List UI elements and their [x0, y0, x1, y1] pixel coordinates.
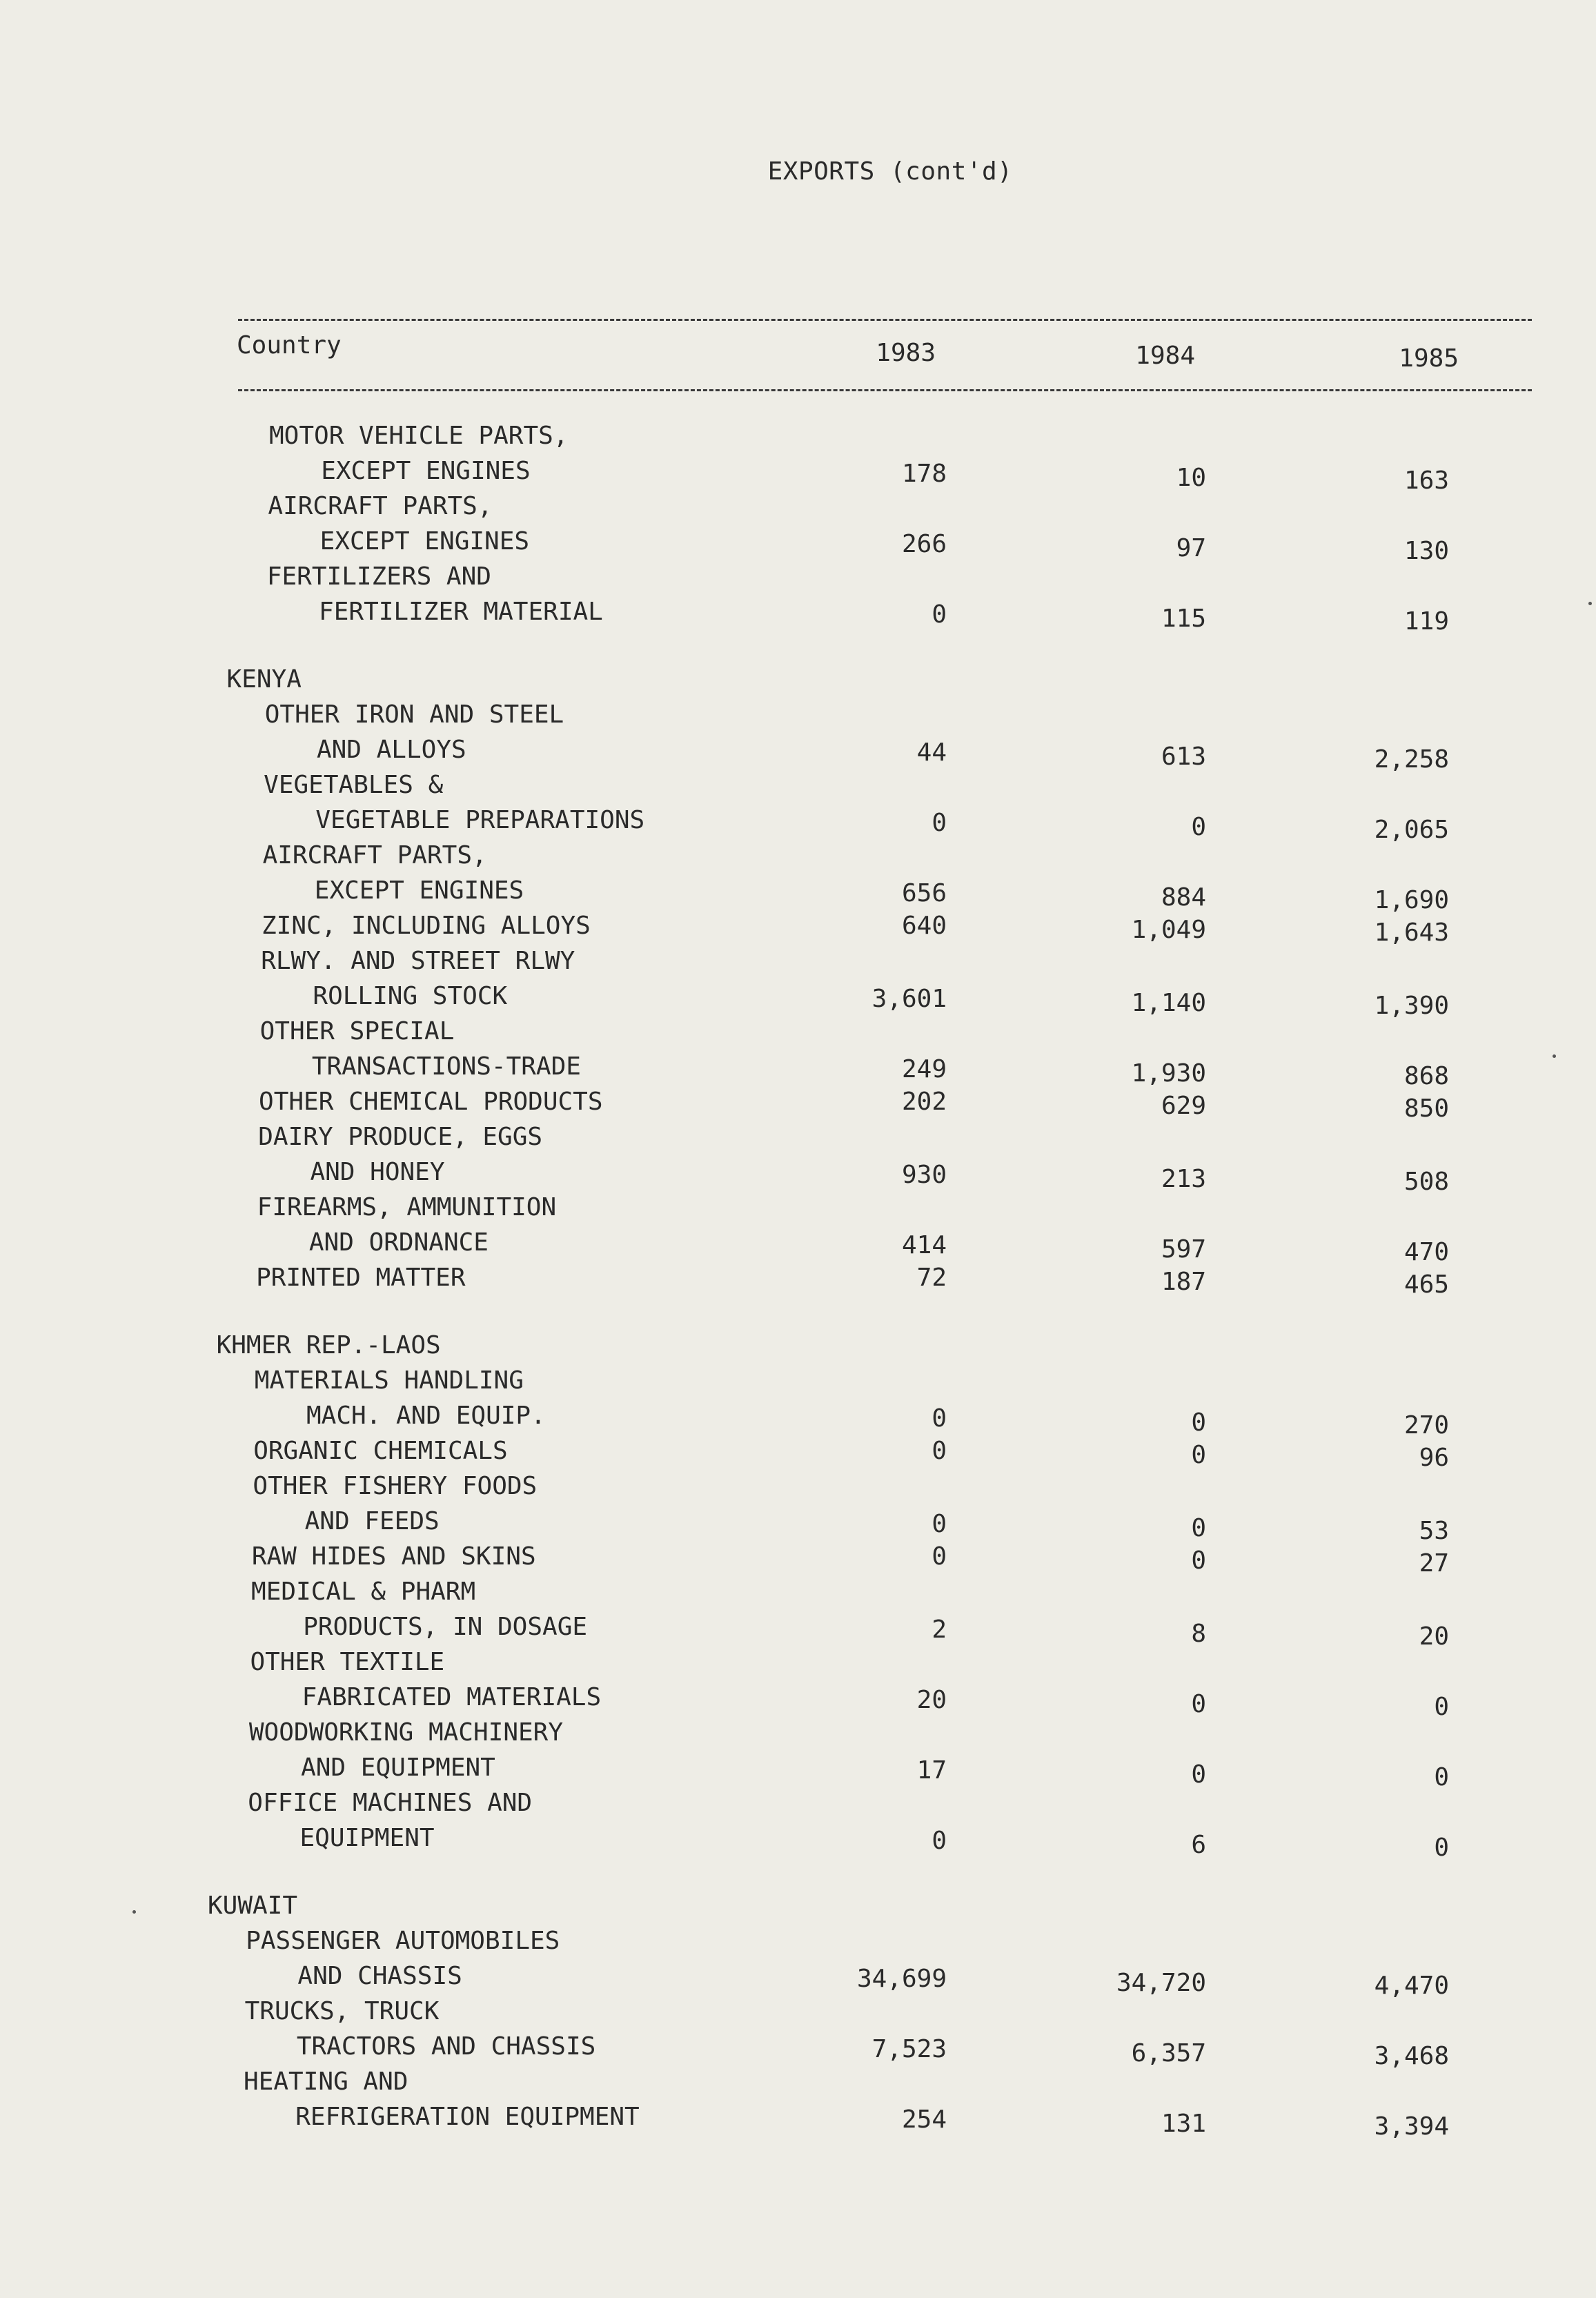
value-1985: 850	[1403, 1094, 1449, 1123]
value-1985: 0	[1434, 1693, 1449, 1721]
value-1984: 1,049	[1131, 916, 1206, 944]
column-header-1983: 1983	[876, 339, 936, 367]
product-label: MOTOR VEHICLE PARTS,	[269, 422, 569, 450]
value-1983: 0	[932, 1404, 947, 1433]
value-1983: 0	[932, 1542, 947, 1571]
value-1983: 3,601	[871, 985, 947, 1013]
value-1985: 20	[1419, 1622, 1449, 1651]
value-1984: 0	[1191, 1690, 1206, 1718]
product-label-continuation: FABRICATED MATERIALS	[302, 1683, 602, 1711]
product-label: RAW HIDES AND SKINS	[251, 1542, 536, 1571]
value-1985: 470	[1403, 1238, 1449, 1266]
product-label-continuation: REFRIGERATION EQUIPMENT	[295, 2103, 640, 2131]
value-1984: 8	[1191, 1620, 1206, 1648]
value-1983: 0	[932, 600, 947, 629]
value-1985: 96	[1419, 1444, 1449, 1472]
value-1983: 0	[932, 1827, 947, 1855]
value-1983: 34,699	[856, 1965, 947, 1993]
product-label: OTHER IRON AND STEEL	[264, 700, 564, 729]
product-label-continuation: AND EQUIPMENT	[301, 1754, 495, 1782]
value-1984: 0	[1191, 813, 1206, 841]
value-1984: 131	[1161, 2110, 1206, 2138]
value-1984: 34,720	[1116, 1969, 1206, 1997]
product-label-continuation: EQUIPMENT	[299, 1824, 435, 1852]
value-1984: 884	[1161, 883, 1206, 912]
value-1984: 0	[1191, 1408, 1206, 1437]
value-1984: 613	[1161, 743, 1206, 771]
product-label: ZINC, INCLUDING ALLOYS	[261, 912, 591, 940]
product-label: DAIRY PRODUCE, EGGS	[258, 1123, 543, 1151]
value-1983: 266	[901, 530, 947, 558]
value-1985: 130	[1403, 537, 1449, 565]
product-label-continuation: FERTILIZER MATERIAL	[319, 598, 603, 626]
paper-speck	[1553, 1054, 1556, 1058]
product-label-continuation: VEGETABLE PREPARATIONS	[315, 806, 645, 834]
value-1984: 0	[1191, 1514, 1206, 1542]
value-1983: 178	[901, 460, 947, 488]
value-1985: 2,258	[1374, 745, 1449, 774]
value-1984: 0	[1191, 1760, 1206, 1789]
value-1985: 3,468	[1374, 2042, 1449, 2070]
value-1983: 72	[916, 1264, 947, 1292]
paper-speck	[132, 1910, 136, 1914]
product-label: MATERIALS HANDLING	[254, 1366, 524, 1395]
country-name: KUWAIT	[207, 1892, 298, 1920]
value-1984: 1,930	[1131, 1059, 1206, 1088]
value-1984: 6,357	[1131, 2039, 1206, 2068]
product-label-continuation: TRANSACTIONS-TRADE	[311, 1052, 581, 1081]
value-1984: 213	[1161, 1165, 1206, 1193]
product-label-continuation: EXCEPT ENGINES	[314, 876, 524, 905]
value-1984: 187	[1161, 1268, 1206, 1296]
value-1983: 0	[932, 1437, 947, 1465]
product-label: OTHER FISHERY FOODS	[253, 1472, 538, 1500]
product-label: OTHER CHEMICAL PRODUCTS	[259, 1088, 603, 1116]
value-1983: 0	[932, 809, 947, 837]
product-label: VEGETABLES &	[264, 771, 444, 799]
value-1984: 97	[1176, 534, 1206, 562]
value-1984: 0	[1191, 1441, 1206, 1469]
value-1985: 1,390	[1374, 992, 1449, 1020]
column-header-country: Country	[237, 331, 342, 360]
value-1983: 17	[916, 1756, 947, 1785]
value-1983: 414	[901, 1231, 947, 1259]
value-1985: 2,065	[1374, 816, 1449, 844]
country-name: KENYA	[226, 665, 302, 694]
product-label-continuation: AND FEEDS	[304, 1507, 440, 1535]
value-1985: 1,690	[1374, 886, 1449, 914]
product-label-continuation: ROLLING STOCK	[313, 982, 508, 1010]
product-label-continuation: AND HONEY	[310, 1158, 445, 1186]
page-title: EXPORTS (cont'd)	[767, 157, 1013, 186]
product-label-continuation: EXCEPT ENGINES	[321, 457, 531, 485]
value-1984: 10	[1176, 464, 1206, 492]
product-label: AIRCRAFT PARTS,	[262, 841, 487, 870]
value-1983: 44	[916, 738, 947, 767]
value-1983: 254	[901, 2105, 947, 2134]
value-1984: 0	[1191, 1546, 1206, 1575]
value-1985: 270	[1403, 1411, 1449, 1440]
value-1984: 597	[1161, 1235, 1206, 1264]
value-1984: 6	[1191, 1831, 1206, 1859]
value-1985: 508	[1403, 1168, 1449, 1196]
value-1985: 868	[1403, 1062, 1449, 1090]
product-label-continuation: MACH. AND EQUIP.	[306, 1402, 546, 1430]
value-1983: 656	[901, 879, 947, 907]
value-1985: 163	[1403, 467, 1449, 495]
value-1985: 1,643	[1374, 919, 1449, 947]
value-1983: 249	[901, 1055, 947, 1083]
product-label-continuation: PRODUCTS, IN DOSAGE	[303, 1613, 588, 1641]
value-1985: 27	[1419, 1549, 1449, 1578]
value-1985: 0	[1434, 1834, 1449, 1862]
product-label: OTHER TEXTILE	[250, 1648, 445, 1676]
paper-speck	[1588, 602, 1592, 605]
product-label-continuation: EXCEPT ENGINES	[319, 527, 530, 556]
product-label: OTHER SPECIAL	[259, 1017, 455, 1045]
product-label-continuation: TRACTORS AND CHASSIS	[296, 2032, 596, 2061]
column-header-1985: 1985	[1399, 344, 1459, 373]
value-1983: 2	[932, 1616, 947, 1644]
product-label: OFFICE MACHINES AND	[248, 1789, 533, 1817]
value-1985: 3,394	[1374, 2112, 1449, 2141]
product-label: WOODWORKING MACHINERY	[248, 1718, 564, 1747]
value-1984: 629	[1161, 1092, 1206, 1120]
value-1983: 202	[901, 1088, 947, 1116]
product-label: PASSENGER AUTOMOBILES	[246, 1927, 560, 1955]
country-name: KHMER REP.-LAOS	[216, 1331, 441, 1359]
product-label: FERTILIZERS AND	[266, 562, 491, 591]
product-label: HEATING AND	[244, 2068, 408, 2096]
value-1983: 0	[932, 1510, 947, 1538]
value-1984: 1,140	[1131, 989, 1206, 1017]
product-label: TRUCKS, TRUCK	[244, 1997, 440, 2025]
value-1984: 115	[1161, 605, 1206, 633]
value-1983: 930	[901, 1161, 947, 1189]
product-label: MEDICAL & PHARM	[251, 1578, 476, 1606]
product-label: AIRCRAFT PARTS,	[268, 492, 493, 520]
product-label: FIREARMS, AMMUNITION	[257, 1193, 557, 1221]
value-1985: 465	[1403, 1270, 1449, 1299]
product-label: ORGANIC CHEMICALS	[253, 1437, 508, 1465]
product-label-continuation: AND ORDNANCE	[308, 1228, 489, 1257]
product-label: PRINTED MATTER	[256, 1264, 466, 1292]
value-1983: 7,523	[871, 2035, 947, 2063]
product-label-continuation: AND CHASSIS	[297, 1962, 462, 1990]
column-header-1984: 1984	[1135, 342, 1195, 370]
value-1985: 53	[1419, 1517, 1449, 1545]
product-label: RLWY. AND STREET RLWY	[261, 947, 575, 975]
value-1983: 20	[916, 1686, 947, 1714]
value-1985: 0	[1434, 1763, 1449, 1791]
value-1983: 640	[901, 912, 947, 940]
product-label-continuation: AND ALLOYS	[316, 736, 466, 764]
value-1985: 4,470	[1374, 1972, 1449, 2000]
value-1985: 119	[1403, 607, 1449, 636]
